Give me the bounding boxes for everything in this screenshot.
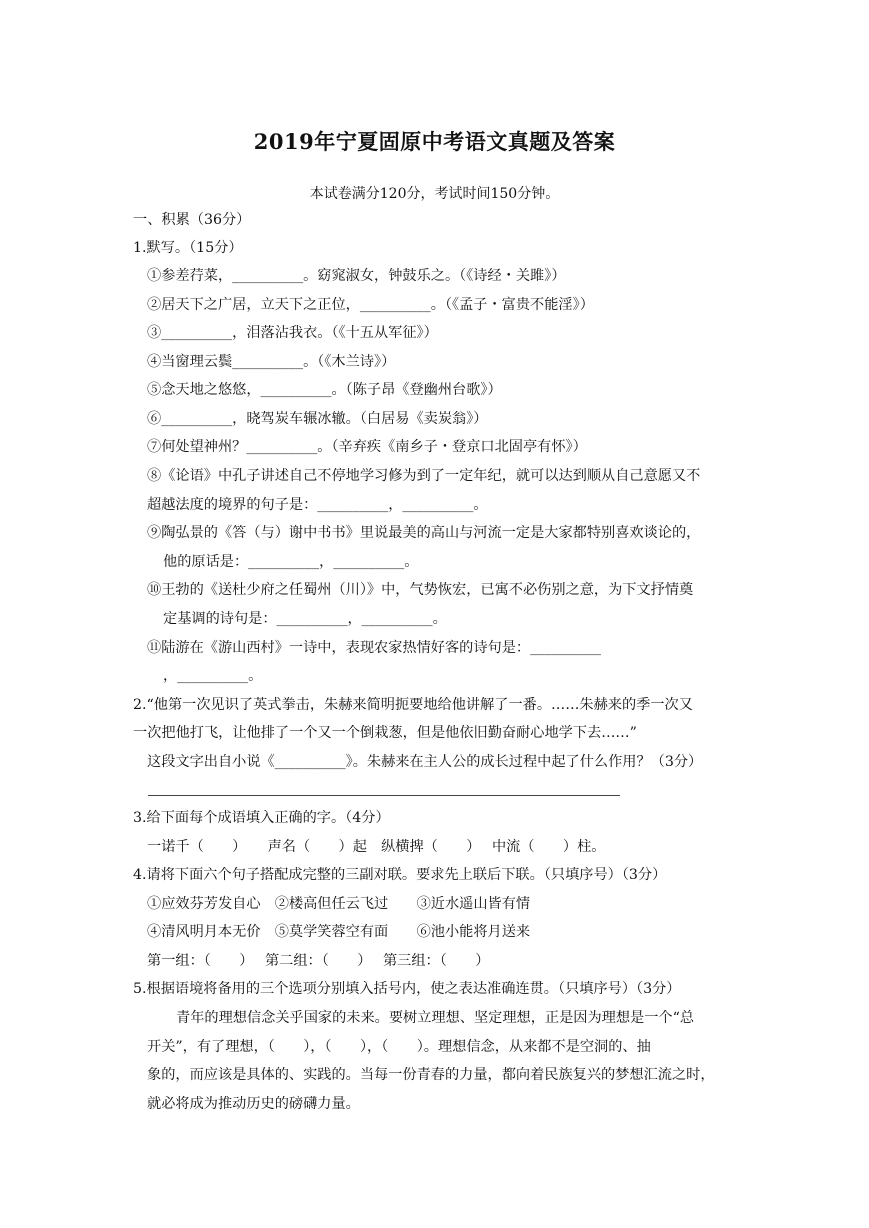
question-2-line: 2.“他第一次见识了英式拳击，朱赫来简明扼要地给他讲解了一番。……朱赫来的季一次又 <box>133 697 693 713</box>
question-4-row: 第一组：（ ） 第二组：（ ） 第三组：（ ） <box>147 953 490 969</box>
question-5-stem: 5.根据语境将备用的三个选项分别填入括号内，使之表达准确连贯。（只填序号）（3分） <box>133 981 681 997</box>
page-title: 2019年宁夏固原中考语文真题及答案 <box>253 129 616 154</box>
question-1-item-cont: 定基调的诗句是：__________，__________。 <box>163 611 447 627</box>
question-4-stem: 4.请将下面六个句子搭配成完整的三副对联。要求先上联后下联。（只填序号）（3分） <box>133 867 667 883</box>
question-1-stem: 1.默写。（15分） <box>133 240 243 256</box>
question-2-line: 这段文字出自小说《__________》。朱赫来在主人公的成长过程中起了什么作用？（3分） <box>147 754 703 770</box>
question-2-line: 一次把他打飞，让他排了一个又一个倒栽葱，但是他依旧勤奋耐心地学下去……” <box>133 725 637 741</box>
question-3-stem: 3.给下面每个成语填入正确的字。（4分） <box>133 810 390 826</box>
question-4-row: ①应效芬芳发自心 ②楼高但任云飞过 ③近水遥山皆有情 <box>147 896 531 912</box>
question-1-item: ②居天下之广居，立天下之正位，__________。（《孟子・富贵不能淫》） <box>147 297 594 313</box>
question-5-paragraph: 就必将成为推动历史的磅礴力量。 <box>147 1096 360 1112</box>
question-5-paragraph: 青年的理想信念关乎国家的未来。要树立理想、坚定理想，正是因为理想是一个“总 <box>176 1010 695 1026</box>
question-1-item: ⑧《论语》中孔子讲述自己不停地学习修为到了一定年纪，就可以达到顺从自己意愿又不 <box>147 468 701 484</box>
question-1-item: ⑦何处望神州？__________。（辛弃疾《南乡子・登京口北固亭有怀》） <box>147 439 587 455</box>
question-1-item-cont: 他的原话是：__________，__________。 <box>163 554 419 570</box>
question-5-paragraph: 开关”，有了理想，（ ），（ ），（ ）。理想信念，从来都不是空洞的、抽 <box>147 1039 651 1055</box>
question-1-item-cont: ，__________。 <box>163 668 263 684</box>
question-1-item: ①参差荇菜，__________。窈窕淑女，钟鼓乐之。（《诗经・关雎》） <box>147 268 566 284</box>
page-subtitle: 本试卷满分120分，考试时间150分钟。 <box>309 186 560 202</box>
question-5-paragraph: 象的，而应该是具体的、实践的。当每一份青春的力量，都向着民族复兴的梦想汇流之时， <box>147 1067 715 1083</box>
question-1-item-cont: 超越法度的境界的句子是：__________，__________。 <box>147 497 488 513</box>
question-1-item: ⑥__________，晓驾炭车辗冰辙。（白居易《卖炭翁》） <box>147 411 488 427</box>
question-1-item: ④当窗理云鬓__________。（《木兰诗》） <box>147 354 396 370</box>
question-4-row: ④清风明月本无价 ⑤莫学笑蓉空有面 ⑥池小能将月送来 <box>147 924 531 940</box>
question-1-item: ⑩王勃的《送杜少府之任蜀州（川）》中，气势恢宏，已寓不必伤别之意，为下文抒情奠 <box>147 582 694 598</box>
section-heading: 一、积累（36分） <box>133 212 251 228</box>
question-1-item: ⑤念天地之悠悠，__________。（陈子昂《登幽州台歌》） <box>147 382 502 398</box>
question-3-line: 一诺千（ ） 声名（ ）起 纵横捭（ ） 中流（ ）柱。 <box>147 839 606 855</box>
question-1-item: ⑨陶弘景的《答（与）谢中书书》里说最美的高山与河流一定是大家都特别喜欢谈论的， <box>147 525 701 541</box>
question-1-item: ③__________，泪落沾我衣。（《十五从军征》） <box>147 325 438 341</box>
answer-line <box>148 795 620 796</box>
question-1-item: ⑪陆游在《游山西村》一诗中，表现农家热情好客的诗句是：__________ <box>147 640 602 656</box>
